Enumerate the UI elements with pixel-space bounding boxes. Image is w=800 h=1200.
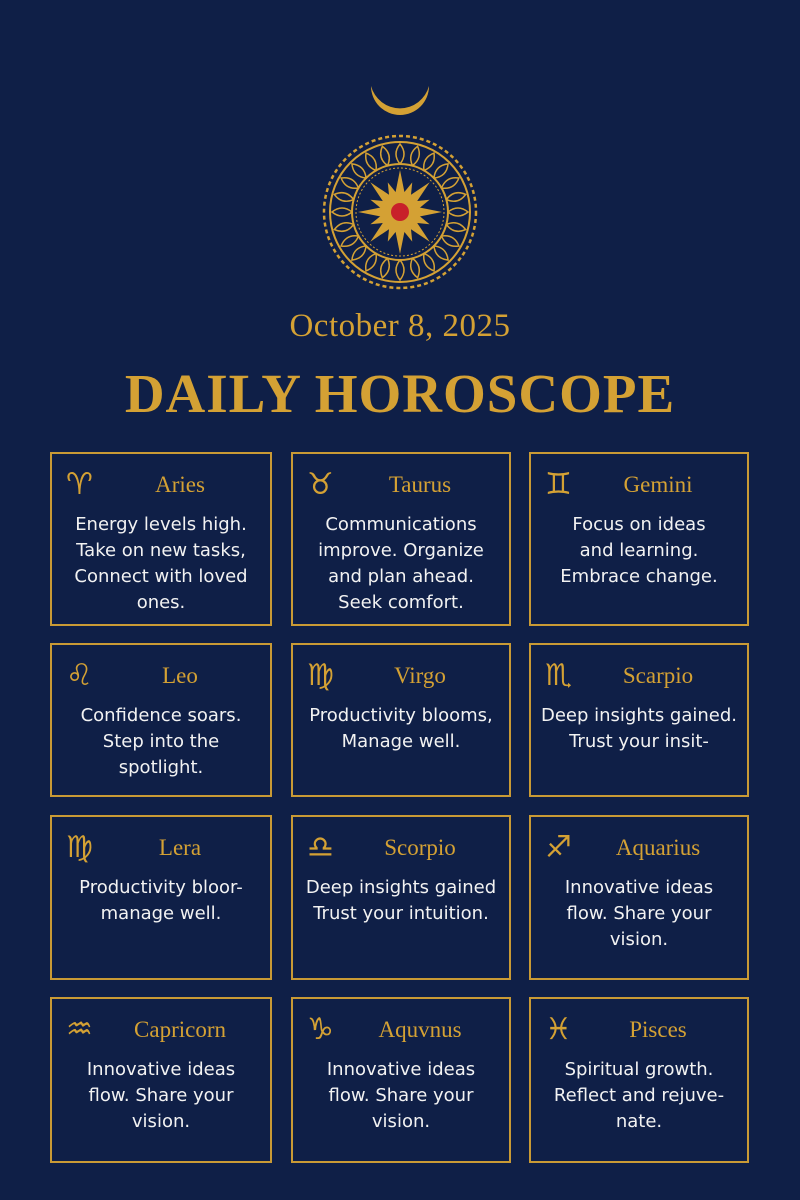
sign-name: Pisces [629, 1017, 687, 1042]
sign-card-gemini [529, 452, 749, 626]
sign-card-aquvnus [291, 997, 511, 1163]
sign-card-header [52, 831, 270, 865]
sign-card-header [52, 659, 270, 693]
sign-card-header [531, 468, 747, 502]
sign-card-aries [50, 452, 272, 626]
pisces-icon: ♓ [545, 1012, 572, 1047]
aries-icon: ♈ [66, 467, 93, 502]
sign-card-header [293, 1013, 509, 1047]
sign-forecast-text: Deep insights gained. Trust your insit- [540, 705, 738, 752]
sign-card-header [293, 468, 509, 502]
sign-card-header [531, 831, 747, 865]
sign-card-lera [50, 815, 272, 980]
sign-card-aquarius [529, 815, 749, 980]
sign-forecast-text: Innovative ideas flow. Share your vision. [564, 877, 714, 950]
sign-forecast-text: Productivity bloor- manage well. [79, 877, 243, 924]
sign-card-header [52, 468, 270, 502]
sign-forecast-text: Confidence soars. Step into the spotlight. [80, 705, 242, 778]
sign-card-header [531, 1013, 747, 1047]
libra-icon: ♎ [307, 830, 334, 865]
sign-card-header [531, 659, 747, 693]
sagittarius-icon: ♐ [545, 830, 572, 865]
sign-name: Capricorn [134, 1017, 226, 1042]
sign-card-pisces [529, 997, 749, 1163]
sign-name: Scarpio [622, 663, 694, 688]
sign-forecast-text: Communications improve. Organize and plan ahead. Seek comfort. [318, 514, 484, 613]
sign-forecast-text: Energy levels high. Take on new tasks, Connect with loved ones. [74, 514, 248, 613]
sign-forecast-text: Productivity blooms, Manage well. [309, 705, 493, 752]
sign-card-header [52, 1013, 270, 1047]
sign-forecast-text: Innovative ideas flow. Share your vision. [86, 1059, 236, 1132]
sign-name: Taurus [388, 472, 452, 497]
virgo-icon: ♍ [66, 830, 93, 865]
sign-name: Aquarius [615, 835, 701, 860]
sign-card-capricorn [50, 997, 272, 1163]
page-title: DAILY HOROSCOPE [124, 363, 676, 424]
aquarius-icon: ♒ [66, 1012, 93, 1047]
capricorn-icon: ♑ [307, 1012, 334, 1047]
sign-name: Scorpio [384, 835, 456, 860]
sign-card-header [293, 659, 509, 693]
sign-forecast-text: Deep insights gained Trust your intuition. [305, 877, 497, 924]
sign-name: Aquvnus [378, 1017, 462, 1042]
virgo-icon: ♍ [307, 658, 334, 693]
sign-forecast-text: Innovative ideas flow. Share your vision. [326, 1059, 476, 1132]
sign-name: Virgo [394, 663, 446, 688]
gemini-icon: ♊ [545, 467, 572, 502]
sign-card-scarpio [529, 643, 749, 797]
sign-card-scorpio [291, 815, 511, 980]
sign-name: Aries [155, 472, 205, 497]
sign-card-leo [50, 643, 272, 797]
leo-icon: ♌ [66, 658, 93, 693]
sign-card-taurus [291, 452, 511, 626]
sign-forecast-text: Focus on ideas and learning. Embrace change. [560, 514, 718, 587]
sign-name: Gemini [623, 472, 693, 497]
horoscope-date: October 8, 2025 [289, 308, 511, 344]
scorpio-icon: ♏ [545, 658, 572, 693]
sign-card-virgo [291, 643, 511, 797]
sign-forecast-text: Spiritual growth. Reflect and rejuve- nate. [553, 1059, 725, 1132]
sign-name: Lera [158, 835, 202, 860]
taurus-icon: ♉ [307, 467, 334, 502]
sign-name: Leo [162, 663, 198, 688]
sign-card-header [293, 831, 509, 865]
